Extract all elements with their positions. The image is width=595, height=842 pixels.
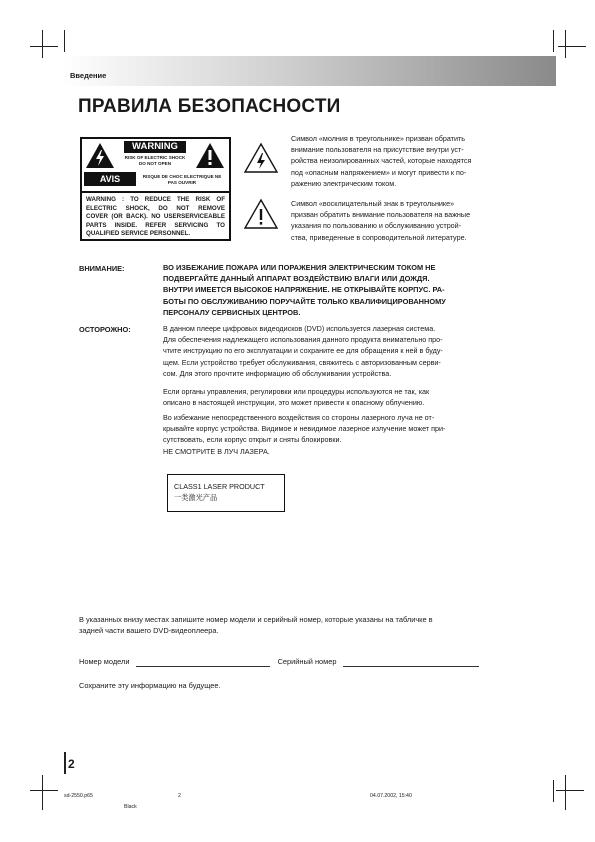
- laser-class-chinese: 一类激光产品: [174, 493, 218, 502]
- crop-mark: [565, 775, 566, 810]
- risk-text: RISK OF ELECTRIC SHOCK DO NOT OPEN: [124, 155, 186, 166]
- crop-mark: [64, 30, 65, 52]
- warning-body: WARNING : TO REDUCE THE RISK OF ELECTRIC SHOCK, DO NOT REMOVE COVER (OR BACK). NO USERSERVICEABLE PARTS INSIDE. REFER SERVICING TO QUALIFIED SERVICE PERSONNEL.: [86, 196, 225, 238]
- page-number: 2: [68, 757, 75, 771]
- crop-mark: [42, 775, 43, 810]
- warning-heading: WARNING: [124, 141, 186, 153]
- header-bar: [62, 56, 556, 86]
- crop-mark: [565, 30, 566, 58]
- record-fields: [79, 656, 539, 667]
- crop-mark: [556, 790, 584, 791]
- footer-date: 04.07.2002, 15:40: [370, 793, 412, 799]
- model-label: Номер модели: [79, 657, 130, 666]
- attention-label: ВНИМАНИЕ:: [79, 264, 125, 273]
- exclamation-description: Символ «восклицательный знак в треугольнике» призван обратить внимание пользователя на важные указания по пользованию и обслуживанию устрой- ства, приведенные в сопроводительной литературе.: [291, 199, 471, 242]
- exclamation-warning-icon: [195, 142, 225, 169]
- footer-color: Black: [124, 804, 137, 810]
- footer-page: 2: [178, 793, 181, 799]
- risque-text: RISQUE DE CHOC ELECTRIQUE NE PAS OUVRIR: [142, 174, 222, 185]
- laser-class-text: CLASS1 LASER PRODUCT: [174, 482, 265, 491]
- exclamation-triangle-icon: [243, 198, 279, 230]
- crop-mark: [558, 46, 586, 47]
- caution-paragraph-2: Если органы управления, регулировки или процедуры используются не так, как описано в настоящей инструкции, это может привести к опасному облучению.: [163, 387, 430, 408]
- crop-mark: [553, 30, 554, 52]
- section-header: Введение: [70, 71, 107, 80]
- crop-mark: [30, 790, 58, 791]
- lightning-description: Символ «молния в треугольнике» призван обратить внимание пользователя на присутствие внутри уст- ройства неизолированных частей, которые находятся под «опасным напряжением» и могут привести к по- ражению электрическим током.: [291, 134, 472, 188]
- warning-label: [80, 137, 231, 241]
- page-title: ПРАВИЛА БЕЗОПАСНОСТИ: [78, 96, 341, 117]
- serial-label: Серийный номер: [277, 657, 337, 666]
- model-number-line: [136, 658, 270, 667]
- keep-info-text: Сохраните эту информацию на будущее.: [79, 681, 221, 690]
- attention-text: ВО ИЗБЕЖАНИЕ ПОЖАРА ИЛИ ПОРАЖЕНИЯ ЭЛЕКТРИЧЕСКИМ ТОКОМ НЕ ПОДВЕРГАЙТЕ ДАННЫЙ АППАРАТ ВОЗДЕЙСТВИЮ ВЛАГИ ИЛИ ДОЖДЯ. ВНУТРИ ИМЕЕТСЯ ВЫСОКОЕ НАПРЯЖЕНИЕ. НЕ ОТКРЫВАЙТЕ КОРПУС. РА- БОТЫ ПО ОБСЛУЖИВАНИЮ ПОРУЧАЙТЕ ТОЛЬКО КВАЛИФИЦИРОВАННОМУ ПЕРСОНАЛУ СЕРВИСНЫХ ЦЕНТРОВ.: [163, 263, 446, 317]
- laser-product-label: [167, 474, 285, 512]
- page-number-rule: [64, 752, 66, 774]
- label-divider: [82, 191, 229, 193]
- avis-heading: AVIS: [84, 172, 136, 186]
- lightning-warning-icon: [85, 142, 115, 169]
- crop-mark: [30, 46, 58, 47]
- crop-mark: [42, 30, 43, 58]
- footer-file: sd-2550.p65: [64, 793, 93, 799]
- lightning-triangle-icon: [243, 142, 279, 174]
- crop-mark: [553, 780, 554, 802]
- serial-number-line: [343, 658, 479, 667]
- caution-label: ОСТОРОЖНО:: [79, 325, 131, 334]
- caution-paragraph-1: В данном плеере цифровых видеодисков (DVD) используется лазерная система. Для обеспечения надлежащего использования данного продукта внимательно про- чтите инструкцию по его эксплуатации и сохраните ее для обращения к ней в буду- щем. Если устройство требует обслуживания, свяжитесь с авторизованным серви- сом. Для этого прочтите информацию об обслуживании устройства.: [163, 324, 443, 378]
- record-instructions: В указанных внизу местах запишите номер модели и серийный номер, которые указаны на табличке в задней части вашего DVD-видеоплеера.: [79, 615, 433, 636]
- caution-paragraph-3: Во избежание непосредственного воздействия со стороны лазерного луча не от- крывайте корпус устройства. Видимое и невидимое лазерное излучение может при- сутствовать, если корпус открыт и сняты блокировки. НЕ СМОТРИТЕ В ЛУЧ ЛАЗЕРА.: [163, 413, 446, 456]
